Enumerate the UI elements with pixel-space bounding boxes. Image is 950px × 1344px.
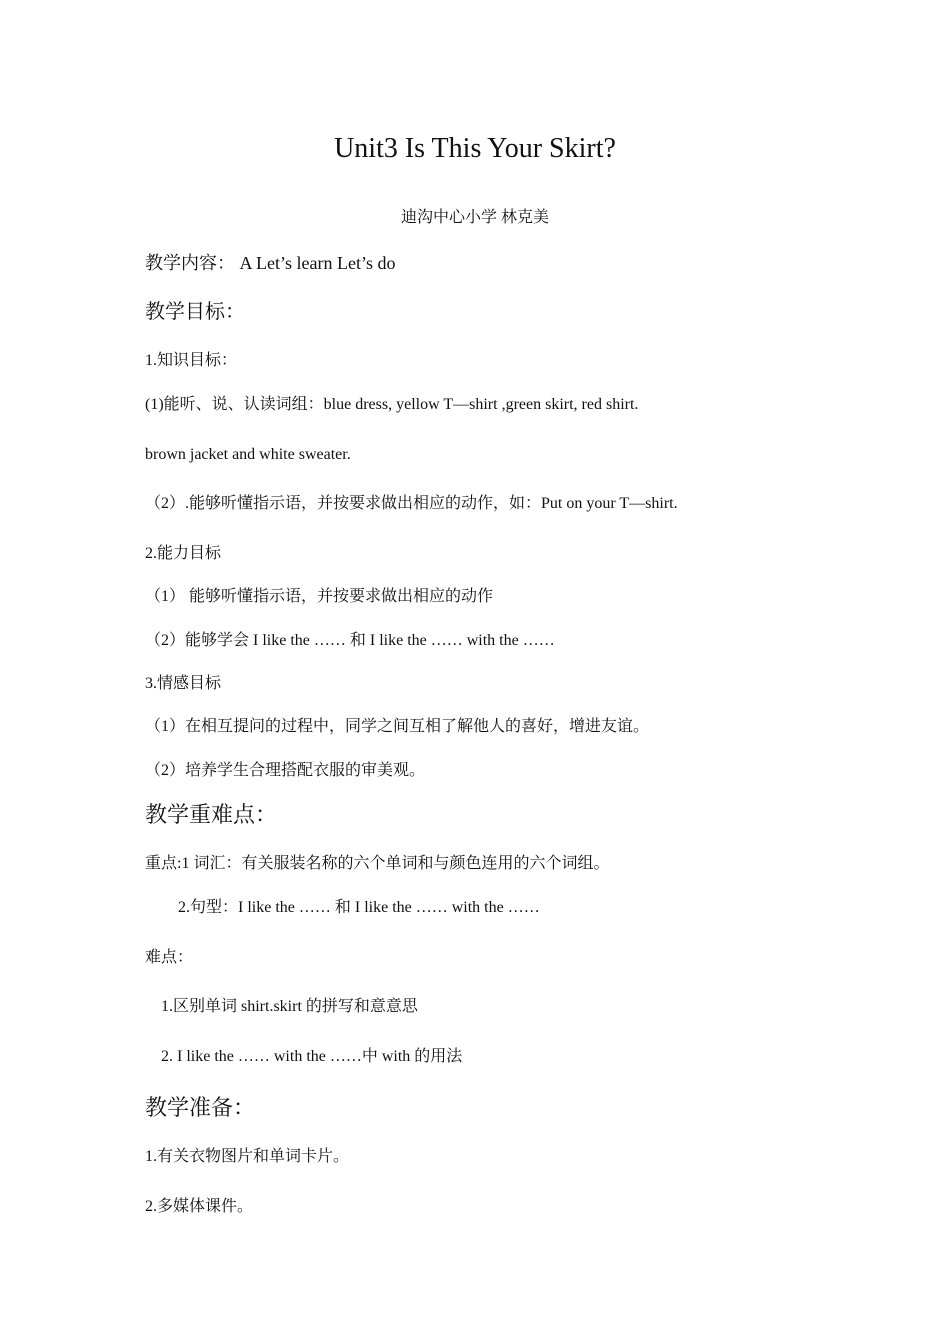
ability-item-1: （1） 能够听懂指示语，并按要求做出相应的动作 [145,588,494,605]
objectives-heading: 教学目标： [145,301,245,323]
document-title: Unit3 Is This Your Skirt? [334,133,616,164]
knowledge-item-1a: (1)能听、说、认读词组：blue dress, yellow T—shirt ,green skirt, red shirt. [145,396,639,413]
emotion-item-1: （1）在相互提问的过程中，同学之间互相了解他人的喜好，增进友谊。 [145,718,650,735]
prep-heading: 教学准备： [145,1095,256,1120]
content-line: 教学内容： A Let’s learn Let’s do [145,253,396,273]
knowledge-item-1b: brown jacket and white sweater. [145,446,351,463]
ability-heading: 2.能力目标 [145,545,222,562]
prep-item-1: 1.有关衣物图片和单词卡片。 [145,1148,350,1165]
emotion-item-2: （2）培养学生合理搭配衣服的审美观。 [145,762,426,779]
prep-item-2: 2.多媒体课件。 [145,1198,254,1215]
key-item-1: 重点:1 词汇：有关服装名称的六个单词和与颜色连用的六个词组。 [145,855,610,872]
difficult-item-2: 2. I like the …… with the ……中 with 的用法 [161,1048,463,1065]
difficult-item-1: 1.区别单词 shirt.skirt 的拼写和意意思 [161,998,418,1015]
author-line: 迪沟中心小学 林克美 [400,209,549,226]
emotion-heading: 3.情感目标 [145,675,222,692]
key-item-2: 2.句型：I like the …… 和 I like the …… with the …… [178,899,540,916]
ability-item-2: （2）能够学会 I like the …… 和 I like the …… with the …… [145,632,555,649]
knowledge-heading: 1.知识目标： [145,352,238,369]
knowledge-item-2: （2）.能够听懂指示语，并按要求做出相应的动作，如：Put on your T—shirt. [145,495,678,512]
difficult-heading: 难点： [145,949,194,966]
keypoints-heading: 教学重难点： [145,802,278,827]
